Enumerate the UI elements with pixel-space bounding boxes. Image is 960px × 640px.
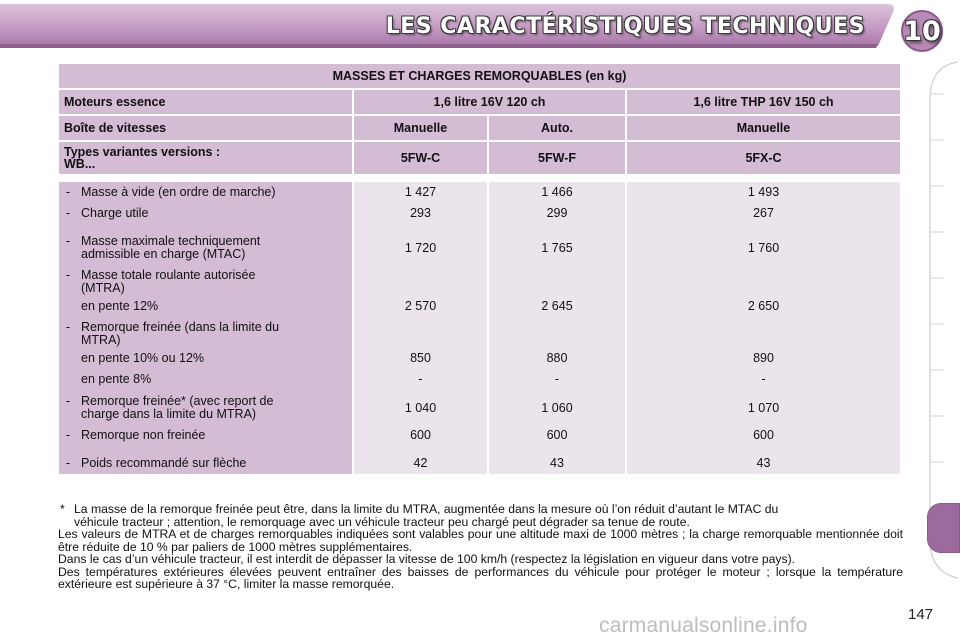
row-label-line: en pente 8% <box>81 372 152 386</box>
note-speed-limit: Dans le cas d’un véhicule tracteur, il est interdit de dépasser la vitesse de 100 km/h (respectez la législation en vigueur dans votre pays). <box>58 552 796 566</box>
row-dash: - <box>66 428 71 442</box>
row-label <box>64 269 347 295</box>
footnote-star-line2: véhicule tracteur ; attention, le remorquage avec un véhicule tracteur peu chargé peut dégrader sa tenue de route. <box>74 514 690 529</box>
row-value: 267 <box>753 206 774 220</box>
row-value <box>627 321 900 347</box>
page-title: LES CARACTÉRISTIQUES TECHNIQUES <box>385 14 865 39</box>
row-value: 1 040 <box>404 401 437 415</box>
row-dash: - <box>66 206 71 220</box>
row-value: - <box>554 372 560 386</box>
row-dash: - <box>66 268 71 282</box>
row-dash: - <box>66 234 71 248</box>
row-value: 293 <box>410 206 431 220</box>
row-label-line: en pente 10% ou 12% <box>81 351 205 365</box>
towing-masses-table <box>57 62 902 476</box>
row-value <box>354 269 487 295</box>
side-tab-outline <box>924 60 960 580</box>
gearbox-auto: Auto. <box>489 116 625 140</box>
types-label-line2: WB... <box>64 157 96 171</box>
table-caption: MASSES ET CHARGES REMORQUABLES (en kg) <box>59 64 900 88</box>
row-label <box>64 321 347 347</box>
watermark: carmanualsonline.info <box>599 614 808 637</box>
row-label-line: MTRA) <box>81 333 121 347</box>
row-label <box>64 429 347 442</box>
row-label-line: Remorque freinée (dans la limite du <box>81 320 280 334</box>
row-value: 1 765 <box>541 241 573 255</box>
row-value <box>489 321 625 347</box>
row-value: 2 570 <box>404 299 437 313</box>
row-label-line: charge dans la limite du MTRA) <box>81 407 257 421</box>
row-value: 850 <box>410 351 431 365</box>
row-label-line: admissible en charge (MTAC) <box>81 247 246 261</box>
values-column-5fx-c <box>627 182 900 474</box>
row-value: 600 <box>546 428 568 442</box>
row-value: 890 <box>753 351 774 365</box>
row-value: 42 <box>413 456 428 470</box>
note-altitude: Les valeurs de MTRA et de charges remorquables indiquées sont valables pour une altitude maxi de 1000 mètres ; la charge remorquable mentionnée doit être réduite de 10 % par paliers de 1000 mètres supplémentaires. <box>58 527 903 554</box>
type-5fx-c: 5FX-C <box>627 142 900 174</box>
row-value: 43 <box>756 456 771 470</box>
row-dash: - <box>66 456 71 470</box>
values-column-5fw-f <box>489 182 625 474</box>
chapter-side-tab[interactable] <box>927 503 960 553</box>
row-value: 1 760 <box>747 241 780 255</box>
row-label-line: Masse totale roulante autorisée <box>81 268 256 282</box>
row-value: 2 645 <box>541 299 573 313</box>
engine-row-label: Moteurs essence <box>59 90 352 114</box>
types-label-line1: Types variantes versions : <box>64 145 221 159</box>
row-value <box>627 269 900 295</box>
row-value: 1 070 <box>747 401 780 415</box>
row-label-line: Remorque freinée* (avec report de <box>81 394 274 408</box>
row-value: 43 <box>550 456 564 470</box>
row-label <box>64 300 347 313</box>
footnote-star <box>58 503 903 528</box>
row-label-line: Poids recommandé sur flèche <box>81 456 247 470</box>
row-value: 1 466 <box>541 185 573 199</box>
row-value: 880 <box>546 351 568 365</box>
row-value: 600 <box>753 428 774 442</box>
row-value: 299 <box>546 206 568 220</box>
row-label <box>64 395 347 421</box>
chapter-number: 10 <box>903 16 941 47</box>
gearbox-manual-1: Manuelle <box>354 116 487 140</box>
gearbox-manual-2: Manuelle <box>627 116 900 140</box>
engine-120-header: 1,6 litre 16V 120 ch <box>354 90 625 114</box>
row-label-line: Remorque non freinée <box>81 428 206 442</box>
type-5fw-c: 5FW-C <box>354 142 487 174</box>
row-labels-column <box>59 182 352 474</box>
footnote-star-line1: La masse de la remorque freinée peut être, dans la limite du MTRA, augmentée dans la mesure où l’on réduit d’autant le MTAC du <box>74 502 779 516</box>
row-label <box>64 235 347 261</box>
row-label <box>64 457 347 470</box>
types-row-label <box>59 142 352 174</box>
row-label-line: Masse maximale techniquement <box>81 234 261 248</box>
engine-150-header: 1,6 litre THP 16V 150 ch <box>627 90 900 114</box>
row-dash: - <box>66 320 71 334</box>
row-value: 2 650 <box>747 299 780 313</box>
row-label <box>64 186 347 199</box>
row-value <box>354 321 487 347</box>
row-value <box>489 269 625 295</box>
row-value: 1 060 <box>541 401 573 415</box>
side-tab-strip <box>924 60 960 580</box>
row-dash: - <box>66 185 71 199</box>
row-value: - <box>418 372 423 386</box>
row-label-line: Masse à vide (en ordre de marche) <box>81 185 276 199</box>
values-column-5fw-c <box>354 182 487 474</box>
row-value: 1 720 <box>404 241 437 255</box>
row-value: - <box>761 372 766 386</box>
row-dash: - <box>66 394 71 408</box>
row-label-line: Charge utile <box>81 206 149 220</box>
gearbox-row-label: Boîte de vitesses <box>59 116 352 140</box>
row-value: 1 427 <box>404 185 437 199</box>
row-label <box>64 352 347 365</box>
row-label <box>64 373 347 386</box>
footnotes <box>58 503 903 591</box>
row-value: 600 <box>410 428 431 442</box>
row-label-line: (MTRA) <box>81 281 125 295</box>
row-label <box>64 207 347 220</box>
type-5fw-f: 5FW-F <box>489 142 625 174</box>
page-header <box>0 0 960 56</box>
page-number: 147 <box>908 606 934 623</box>
row-value: 1 493 <box>747 185 780 199</box>
footnote-asterisk: * <box>60 502 65 516</box>
note-temperature: Des températures extérieures élevées peuvent entraîner des baisses de performances du véhicule pour protéger le moteur ; lorsque la température extérieure est supérieure à 37 °C, limiter la masse remorquée. <box>58 564 903 591</box>
row-label-line: en pente 12% <box>81 299 159 313</box>
